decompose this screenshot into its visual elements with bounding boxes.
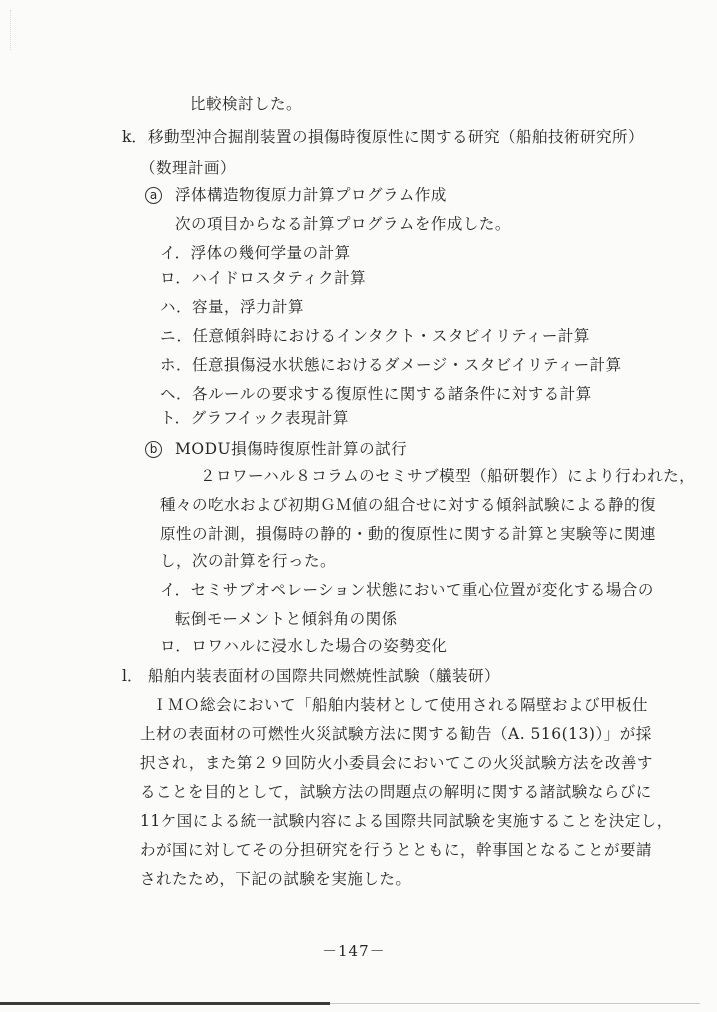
- list-item: ヘ．各ルールの要求する復原性に関する諸条件に対する計算: [160, 385, 592, 403]
- section-heading-k: 移動型沖合掘削装置の損傷時復原性に関する研究（船舶技術研究所）: [148, 128, 645, 146]
- scan-artifact: [10, 10, 17, 50]
- list-item: ト．グラフイック表現計算: [160, 409, 349, 427]
- list-item: イ．浮体の幾何学量の計算: [160, 244, 351, 262]
- subheading-a: 浮体構造物復原力計算プログラム作成: [175, 186, 447, 204]
- section-heading-l: 船舶内装表面材の国際共同燃焼性試験（艤装研）: [148, 667, 501, 685]
- circled-b-marker: b: [145, 441, 162, 458]
- text-line: ることを目的として，試験方法の問題点の解明に関する諸試験ならびに: [140, 783, 652, 801]
- text-line: 11ケ国による統一試験内容による国際共同試験を実施することを決定し，: [140, 812, 673, 830]
- circled-a-marker: a: [145, 187, 162, 204]
- list-item: ホ．任意損傷浸水状態におけるダメージ・スタビイリティー計算: [160, 356, 622, 374]
- text-line: （数理計画）: [140, 159, 237, 177]
- list-item: ハ．容量，浮力計算: [160, 298, 305, 316]
- bottom-rule-faint: [330, 1003, 700, 1004]
- text-line: ２ロワーハル８コラムのセミサブ模型（船研製作）により行われた，: [200, 467, 696, 485]
- text-line: 原性の計測，損傷時の静的・動的復原性に関する計算と実験等に関連: [160, 525, 657, 543]
- item-marker-k: k．: [122, 128, 147, 146]
- text-line: 択され，また第２９回防火小委員会においてこの火災試験方法を改善す: [140, 754, 653, 772]
- text-line: 次の項目からなる計算プログラムを作成した。: [175, 215, 511, 233]
- text-line: 比較検討した。: [190, 95, 303, 113]
- text-line: ＩＭＯ総会において「船舶内装材として使用される隔壁および甲板仕: [152, 696, 649, 714]
- list-item: ロ．ハイドロスタティク計算: [160, 269, 367, 287]
- item-marker-l: l．: [122, 667, 143, 685]
- page-number: －147－: [322, 942, 386, 960]
- bottom-rule: [0, 1002, 330, 1005]
- list-item: ニ．任意傾斜時におけるインタクト・スタビイリティー計算: [160, 327, 590, 345]
- text-line: されたため，下記の試験を実施した。: [140, 870, 412, 888]
- subheading-b: MODU損傷時復原性計算の試行: [175, 440, 408, 458]
- text-line: 種々の吃水および初期ＧＭ値の組合せに対する傾斜試験による静的復: [160, 496, 657, 514]
- text-line: 上材の表面材の可燃性火災試験方法に関する勧告（A. 516(13)）」が採: [140, 725, 652, 743]
- list-item: ロ．ロワハルに浸水した場合の姿勢変化: [160, 637, 448, 655]
- list-item: イ．セミサブオペレーション状態において重心位置が変化する場合の: [160, 581, 654, 599]
- text-line: わが国に対してその分担研究を行うとともに，幹事国となることが要請: [140, 841, 653, 859]
- text-line: 転倒モーメントと傾斜角の関係: [175, 610, 398, 628]
- text-line: し，次の計算を行った。: [160, 552, 337, 570]
